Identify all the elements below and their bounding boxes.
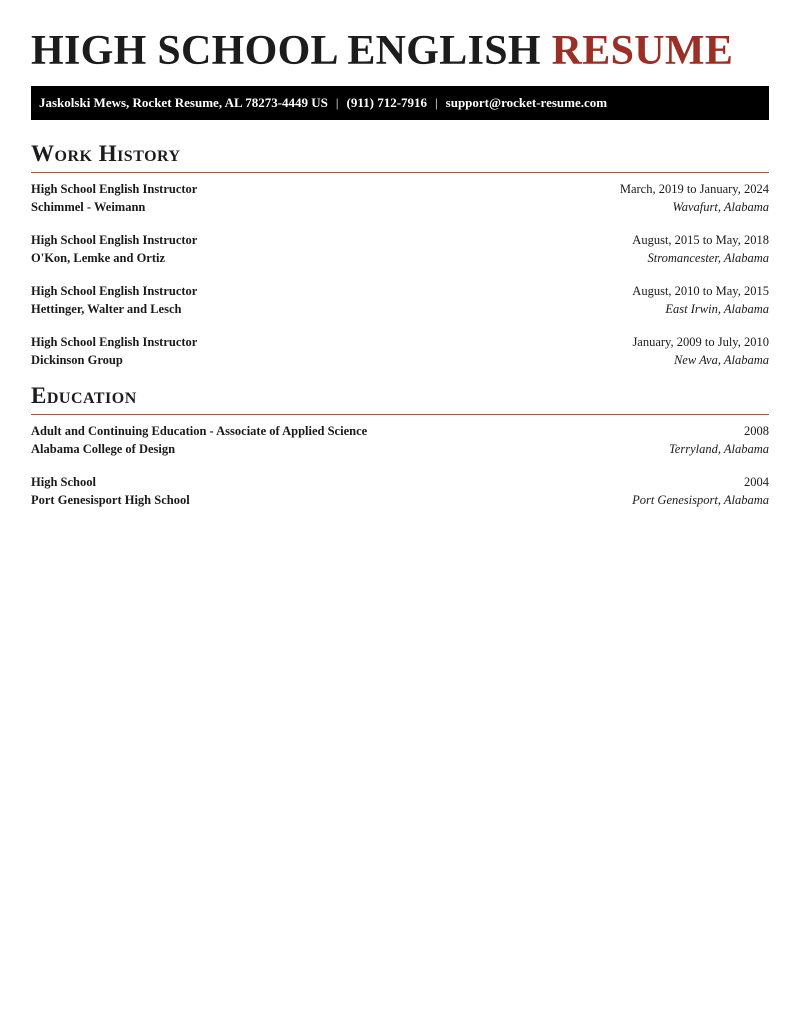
job-location: East Irwin, Alabama [665,301,769,316]
work-entry [31,283,769,319]
job-location: New Ava, Alabama [673,352,769,367]
degree-name: High School [31,475,96,489]
job-title: High School English Instructor [31,233,198,247]
graduation-year: 2008 [744,424,769,438]
job-location: Stromancester, Alabama [647,250,769,265]
job-dates: March, 2019 to January, 2024 [619,182,769,196]
school-location: Terryland, Alabama [668,441,769,456]
job-title: High School English Instructor [31,182,198,196]
job-dates: January, 2009 to July, 2010 [632,335,769,349]
school-name: Alabama College of Design [31,441,176,456]
contact-phone: (911) 712-7916 [346,95,428,110]
contact-separator: | [435,95,438,110]
graduation-year: 2004 [744,475,769,489]
education-heading: Education [31,383,769,415]
employer-name: Schimmel - Weimann [31,199,146,214]
job-dates: August, 2015 to May, 2018 [632,233,769,247]
employer-name: O'Kon, Lemke and Ortiz [31,250,166,265]
contact-separator: | [335,95,339,110]
job-location: Wavafurt, Alabama [672,199,769,214]
work-entry [31,232,769,268]
work-entry [31,334,769,370]
employer-name: Dickinson Group [31,352,123,367]
job-title: High School English Instructor [31,335,198,349]
job-dates: August, 2010 to May, 2015 [632,284,769,298]
work-history-heading: Work History [31,141,769,173]
education-entry [31,423,769,459]
education-entry [31,474,769,510]
resume-title [31,27,733,75]
contact-email: support@rocket-resume.com [445,95,608,110]
title-main: HIGH SCHOOL ENGLISH [31,28,541,74]
contact-bar [31,86,769,120]
job-title: High School English Instructor [31,284,198,298]
contact-address: Jaskolski Mews, Rocket Resume, AL 78273-4449 US [39,95,328,110]
work-entry [31,181,769,217]
school-name: Port Genesisport High School [31,492,190,507]
school-location: Port Genesisport, Alabama [632,492,769,507]
employer-name: Hettinger, Walter and Lesch [31,301,182,316]
degree-name: Adult and Continuing Education - Associate of Applied Science [31,424,368,438]
title-accent: RESUME [551,28,734,74]
